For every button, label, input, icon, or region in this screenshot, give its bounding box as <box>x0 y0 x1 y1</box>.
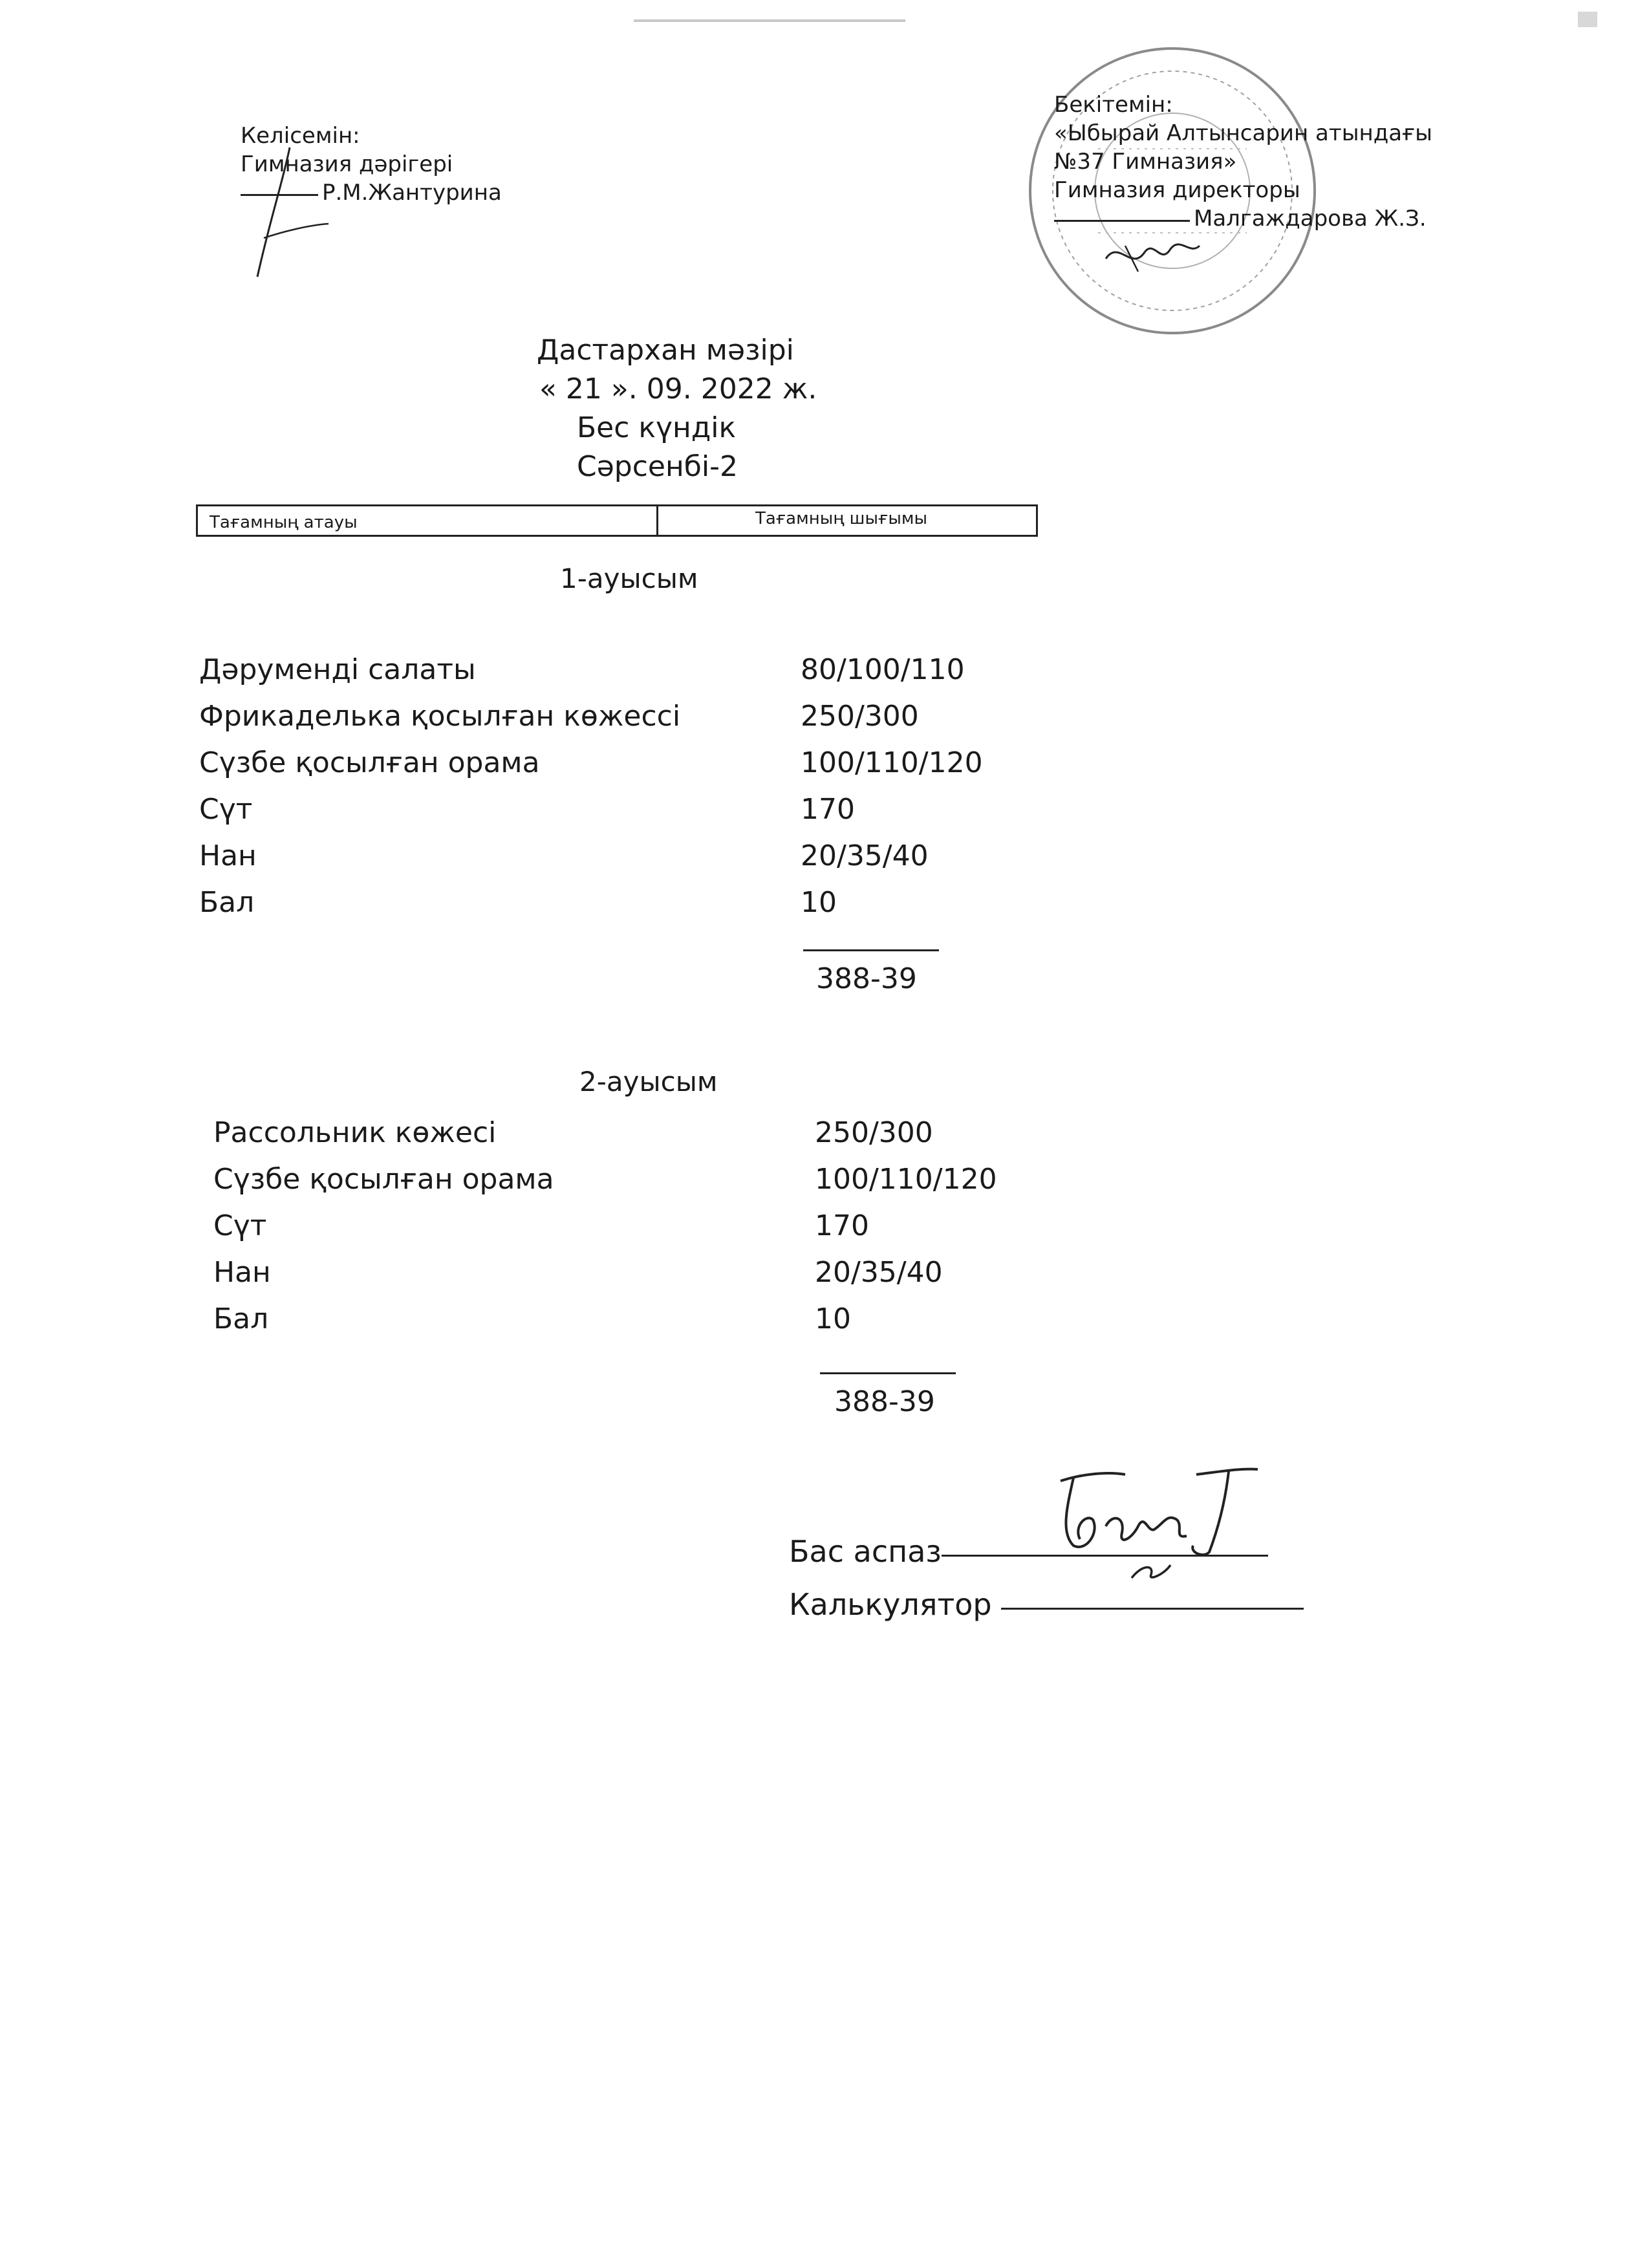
list-item <box>199 833 983 880</box>
dish-yield: 250/300 <box>801 700 919 733</box>
list-item <box>199 647 983 693</box>
list-item <box>199 786 983 833</box>
dish-yield: 170 <box>815 1209 869 1242</box>
right-approval-org-line2: №37 Гимназия» <box>1054 149 1237 175</box>
right-signature-line <box>1054 220 1190 222</box>
header-col-dish-name: Тағамның атауы <box>198 506 658 535</box>
dish-yield: 20/35/40 <box>815 1256 943 1289</box>
list-item <box>199 740 983 786</box>
menu-header-table <box>196 504 1038 537</box>
calculator-signature-row <box>789 1578 1304 1631</box>
shift1-total: 388-39 <box>816 962 917 995</box>
dish-yield: 80/100/110 <box>801 653 965 686</box>
dish-name: Бал <box>213 1302 269 1335</box>
dish-yield: 10 <box>801 886 837 919</box>
shift2-total: 388-39 <box>834 1385 935 1418</box>
scan-artifact-top-right <box>1578 12 1597 27</box>
dish-yield: 170 <box>801 793 855 826</box>
calculator-signature-line <box>1001 1608 1304 1610</box>
right-approval-block <box>1054 91 1432 233</box>
list-item <box>213 1156 997 1203</box>
dish-yield: 10 <box>815 1302 851 1335</box>
calculator-label: Калькулятор <box>789 1587 992 1622</box>
scan-artifact-top <box>634 19 905 22</box>
list-item <box>213 1203 997 1249</box>
shift1-title: 1-ауысым <box>560 563 698 594</box>
dish-name: Нан <box>199 839 257 872</box>
dish-yield: 100/110/120 <box>815 1163 997 1196</box>
dish-name: Дәруменді салаты <box>199 653 476 686</box>
chef-label: Бас аспаз <box>789 1534 942 1569</box>
right-approval-title: Бекітемін: <box>1054 92 1173 118</box>
list-item <box>199 693 983 740</box>
dish-name: Сүт <box>199 793 253 826</box>
right-approval-org-line1: «Ыбырай Алтынсарин атындағы <box>1054 120 1433 146</box>
header-col-yield: Тағамның шығымы <box>755 509 928 528</box>
right-approval-position: Гимназия директоры <box>1054 177 1300 203</box>
chef-signature <box>1035 1455 1267 1584</box>
menu-title: Дастархан мәзірі <box>537 334 794 367</box>
dish-name: Сүзбе қосылған орама <box>199 746 540 779</box>
director-signature <box>1099 226 1203 278</box>
doctor-signature <box>244 141 335 283</box>
dish-yield: 100/110/120 <box>801 746 983 779</box>
shift2-total-line <box>820 1372 956 1374</box>
left-approval-name: Р.М.Жантурина <box>322 180 502 206</box>
menu-heading <box>537 331 817 486</box>
dish-name: Сүт <box>213 1209 267 1242</box>
list-item <box>213 1110 997 1156</box>
shift1-total-line <box>803 949 939 951</box>
dish-name: Рассольник көжесі <box>213 1116 497 1149</box>
shift2-menu-list <box>213 1110 997 1343</box>
left-approval-title: Келісемін: <box>241 123 360 149</box>
dish-name: Сүзбе қосылған орама <box>213 1163 554 1196</box>
dish-yield: 20/35/40 <box>801 839 929 872</box>
right-approval-name: Малгаждарова Ж.З. <box>1194 206 1427 232</box>
list-item <box>213 1249 997 1296</box>
menu-date: « 21 ». 09. 2022 ж. <box>539 373 817 405</box>
list-item <box>199 880 983 926</box>
dish-name: Бал <box>199 886 255 919</box>
menu-day: Сәрсенбі-2 <box>577 450 738 483</box>
menu-period: Бес күндік <box>577 411 737 444</box>
left-approval-position: Гимназия дәрігері <box>241 151 453 177</box>
shift2-title: 2-ауысым <box>579 1066 718 1097</box>
shift1-menu-list <box>199 647 983 926</box>
dish-name: Нан <box>213 1256 271 1289</box>
dish-yield: 250/300 <box>815 1116 933 1149</box>
list-item <box>213 1296 997 1343</box>
dish-name: Фрикаделька қосылған көжессі <box>199 700 681 733</box>
